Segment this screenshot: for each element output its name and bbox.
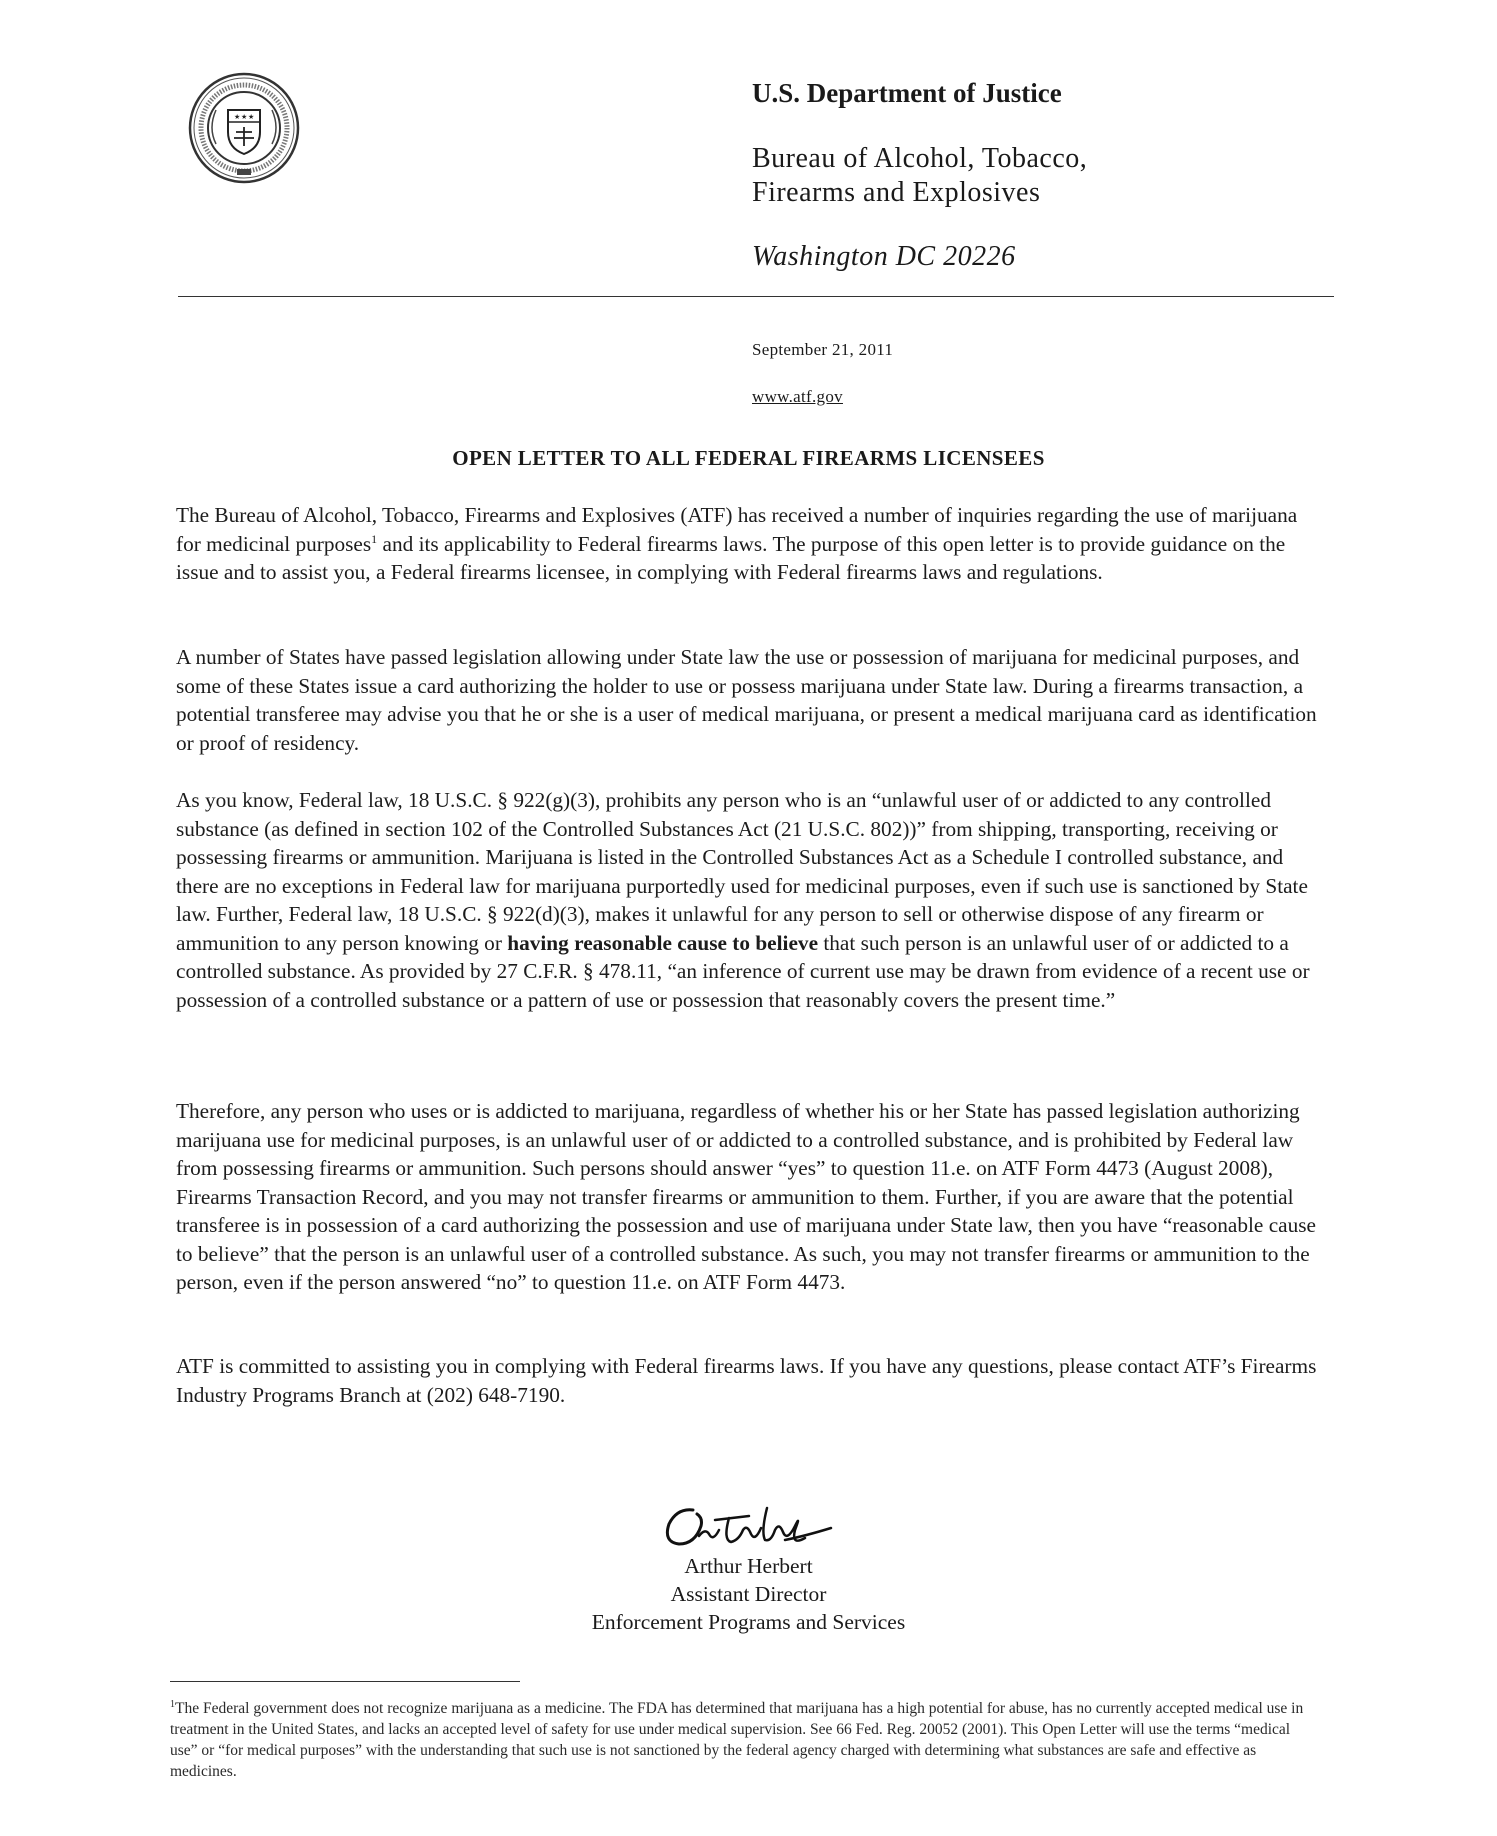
footnote-marker: 1 — [170, 1698, 175, 1710]
signer-office: Enforcement Programs and Services — [591, 1610, 906, 1634]
letter-title: OPEN LETTER TO ALL FEDERAL FIREARMS LICENSEES — [452, 446, 1045, 470]
agency-block — [752, 76, 1372, 274]
department-name: U.S. Department of Justice — [752, 78, 1062, 108]
footnote-ref: 1 — [371, 531, 378, 546]
atf-seal-icon — [188, 72, 300, 184]
bureau-name — [752, 142, 1372, 210]
city-line: Washington DC 20226 — [752, 241, 1016, 272]
footnote — [170, 1698, 1310, 1782]
paragraph-1 — [176, 501, 1326, 587]
paragraph-1-text-b: and its applicability to Federal firearms laws. The purpose of this open letter is to provide guidance on the issue and to assist you, a Federal firearms licensee, in complying with Federal firearms laws and regulations. — [176, 531, 1286, 584]
footnote-divider — [170, 1681, 520, 1682]
svg-text:★: ★ — [248, 113, 255, 121]
paragraph-1-text-a: The Bureau of Alcohol, Tobacco, Firearms and Explosives (ATF) has received a number of inquiries regarding the use of marijuana for medicinal purposes — [176, 503, 1298, 556]
signature-block — [0, 1552, 1497, 1636]
website-link[interactable]: www.atf.gov — [752, 387, 843, 406]
paragraph-3 — [176, 786, 1326, 1014]
svg-text:★: ★ — [234, 113, 241, 121]
signer-title: Assistant Director — [670, 1582, 827, 1606]
letter-date: September 21, 2011 — [752, 340, 894, 359]
footnote-text: The Federal government does not recognize marijuana as a medicine. The FDA has determined that marijuana has a high potential for abuse, has no currently accepted medical use in treatment in the United States, and lacks an accepted level of safety for use under medical supervision. See 66 Fed. Reg. 20052 (2001). This Open Letter will use the terms “medical use” or “for medical purposes” with the understanding that such use is not sanctioned by the federal agency charged with determining what substances are safe and effective as medicines. — [170, 1700, 1304, 1780]
bureau-line-1: Bureau of Alcohol, Tobacco, — [752, 143, 1088, 174]
svg-text:★: ★ — [241, 113, 248, 121]
paragraph-5: ATF is committed to assisting you in complying with Federal firearms laws. If you have any questions, please contact ATF’s Firearms Industry Programs Branch at (202) 648-7190. — [176, 1354, 1317, 1407]
paragraph-4: Therefore, any person who uses or is addicted to marijuana, regardless of whether his or her State has passed legislation authorizing marijuana use for medicinal purposes, is an unlawful user of or addicted to a controlled substance, and is prohibited by Federal law from possessing firearms or ammunition. Such persons should answer “yes” to question 11.e. on ATF Form 4473 (August 2008), Firearms Transaction Record, and you may not transfer firearms or ammunition to them. Further, if you are aware that the potential transferee is in possession of a card authorizing the possession and use of marijuana under State law, then you have “reasonable cause to believe” that the person is an unlawful user of a controlled substance. As such, you may not transfer firearms or ammunition to the person, even if the person answered “no” to question 11.e. on ATF Form 4473. — [176, 1099, 1316, 1294]
paragraph-3-bold: having reasonable cause to believe — [507, 930, 819, 955]
paragraph-3-text-a: As you know, Federal law, 18 U.S.C. § 922(g)(3), prohibits any person who is an “unlawful user of or addicted to any controlled substance (as defined in section 102 of the Controlled Substances Act (21 U.S.C. 802))” from shipping, transporting, receiving or possessing firearms or ammunition. Marijuana is listed in the Controlled Substances Act as a Schedule I controlled substance, and there are no exceptions in Federal law for marijuana purportedly used for medicinal purposes, even if such use is sanctioned by State law. Further, Federal law, 18 U.S.C. § 922(d)(3), makes it unlawful for any person to sell or otherwise dispose of any firearm or ammunition to any person knowing or — [176, 788, 1308, 955]
paragraph-2: A number of States have passed legislation allowing under State law the use or possession of marijuana for medicinal purposes, and some of these States issue a card authorizing the holder to use or possess marijuana under State law. During a firearms transaction, a potential transferee may advise you that he or she is a user of medical marijuana, or present a medical marijuana card as identification or proof of residency. — [176, 645, 1317, 755]
signer-name: Arthur Herbert — [684, 1554, 813, 1578]
bureau-line-2: Firearms and Explosives — [752, 177, 1041, 208]
paragraph-3-text-b: that such person is an unlawful user of or addicted to a controlled substance. As provided by 27 C.F.R. § 478.11, “an inference of current use may be drawn from evidence of a recent use or possession of a controlled substance or a pattern of use or possession that reasonably covers the present time.” — [176, 930, 1310, 1012]
header-divider — [178, 296, 1334, 297]
